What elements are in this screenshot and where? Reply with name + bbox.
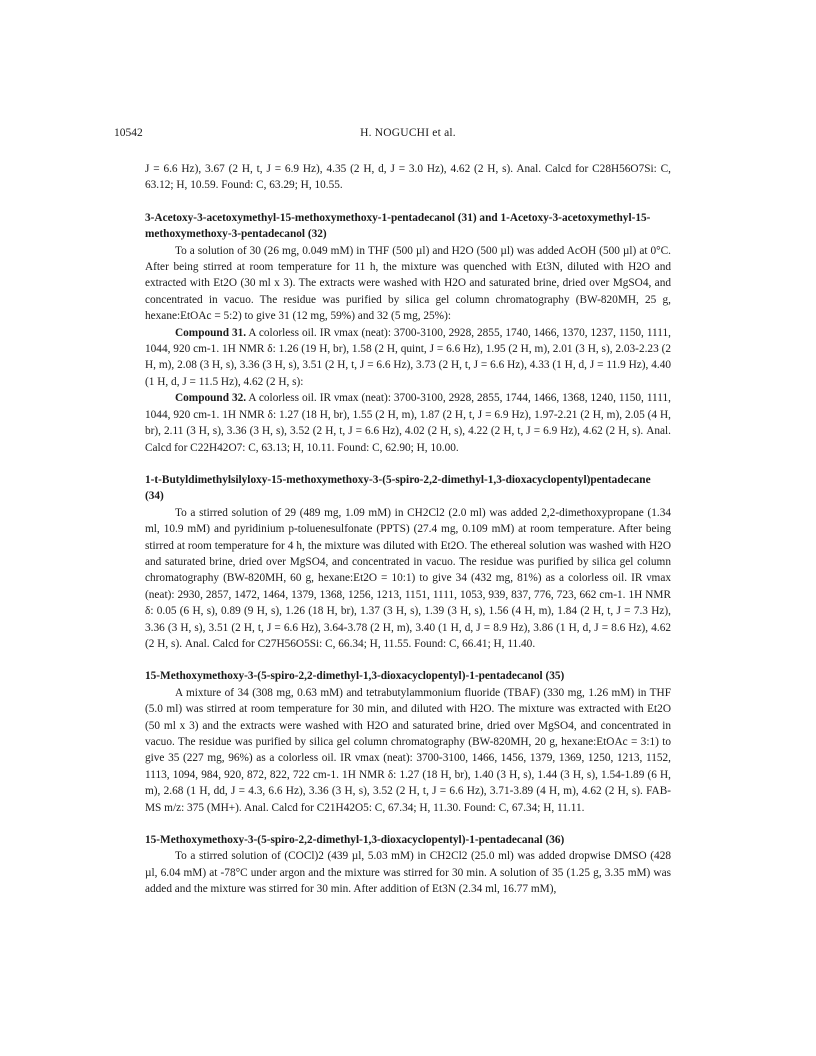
section-compound-35 — [145, 668, 671, 816]
article-body — [145, 161, 671, 898]
running-head: H. NOGUCHI et al. — [360, 127, 456, 139]
paragraph: A mixture of 34 (308 mg, 0.63 mM) and tetrabutylammonium fluoride (TBAF) (330 mg, 1.26 mM) in THF (5.0 ml) was stirred at room temperature for 30 min, and diluted with H2O. The mixture was extracted with Et2O (50 ml x 3) and the extracts were washed with H2O and saturated brine, dried over MgSO4, and concentrated in vacuo. The residue was purified by silica gel column chromatography (BW-820MH, 20 g, hexane:EtOAc = 3:1) to give 35 (227 mg, 96%) as a colorless oil. IR νmax (neat): 3700-3100, 1466, 1456, 1379, 1369, 1250, 1213, 1152, 1113, 1094, 984, 920, 872, 822, 722 cm-1. 1H NMR δ: 1.27 (18 H, br), 1.40 (3 H, s), 1.44 (3 H, s), 1.54-1.89 (6 H, m), 2.68 (1 H, dd, J = 4.3, 6.6 Hz), 3.36 (3 H, s), 3.52 (2 H, t, J = 6.6 Hz), 3.71-3.89 (4 H, m), 4.62 (2 H, s). FAB-MS m/z: 375 (MH+). Anal. Calcd for C21H42O5: C, 67.34; H, 11.30. Found: C, 67.34; H, 11.11. — [145, 686, 671, 814]
section-compound-36 — [145, 832, 671, 898]
compound-text: A colorless oil. IR νmax (neat): 3700-3100, 2928, 2855, 1744, 1466, 1368, 1240, 1150, 1111, 1044, 920 cm-1. 1H NMR δ: 1.27 (18 H, br), 1.55 (2 H, m), 1.87 (2 H, t, J = 6.9 Hz), 1.97-2.21 (2 H, m), 2.05 (4 H, br), 2.11 (3 H, s), 3.36 (3 H, s), 3.52 (2 H, t, J = 6.6 Hz), 4.02 (2 H, s), 4.22 (2 H, t, J = 6.9 Hz), 4.62 (2 H, s). Anal. Calcd for C22H42O7: C, 63.13; H, 10.11. Found: C, 62.90; H, 10.00. — [145, 392, 671, 454]
compound-31-data — [145, 325, 671, 391]
section-heading: 1-t-Butyldimethylsilyloxy-15-methoxymethoxy-3-(5-spiro-2,2-dimethyl-1,3-dioxacyclopentyl)pentadecane (34) — [145, 473, 651, 503]
section-heading: 3-Acetoxy-3-acetoxymethyl-15-methoxymethoxy-1-pentadecanol (31) and 1-Acetoxy-3-acetoxymethyl-15-methoxymethoxy-3-pentadecanol (32) — [145, 211, 651, 241]
section-heading: 15-Methoxymethoxy-3-(5-spiro-2,2-dimethyl-1,3-dioxacyclopentyl)-1-pentadecanol (35) — [145, 670, 565, 683]
compound-label: Compound 32. — [175, 392, 247, 405]
section-compounds-31-32 — [145, 210, 671, 456]
paragraph: To a stirred solution of 29 (489 mg, 1.09 mM) in CH2Cl2 (2.0 ml) was added 2,2-dimethoxypropane (1.34 ml, 10.9 mM) and pyridinium p-toluenesulfonate (PPTS) (27.4 mg, 0.109 mM) at room temperature. After being stirred at room temperature for 4 h, the mixture was diluted with Et2O. The ethereal solution was washed with H2O and saturated brine, dried over MgSO4, and concentrated in vacuo. The residue was purified by silica gel column chromatography (BW-820MH, 60 g, hexane:Et2O = 10:1) to give 34 (432 mg, 81%) as a colorless oil. IR νmax (neat): 2930, 2857, 1472, 1464, 1379, 1368, 1256, 1213, 1151, 1111, 1053, 939, 837, 776, 723, 662 cm-1. 1H NMR δ: 0.05 (6 H, s), 0.89 (9 H, s), 1.26 (18 H, br), 1.37 (3 H, s), 1.39 (3 H, s), 1.56 (4 H, m), 1.84 (2 H, t, J = 7.3 Hz), 3.36 (3 H, s), 3.51 (2 H, t, J = 6.6 Hz), 3.64-3.78 (2 H, m), 3.40 (1 H, d, J = 8.9 Hz), 3.86 (1 H, d, J = 8.6 Hz), 4.62 (2 H, s). Anal. Calcd for C27H56O5Si: C, 66.34; H, 11.55. Found: C, 66.41; H, 11.40. — [145, 506, 671, 650]
compound-label: Compound 31. — [175, 326, 247, 339]
compound-32-data — [145, 390, 671, 456]
page-number: 10542 — [114, 127, 143, 139]
section-heading: 15-Methoxymethoxy-3-(5-spiro-2,2-dimethyl-1,3-dioxacyclopentyl)-1-pentadecanal (36) — [145, 834, 565, 847]
compound-text: A colorless oil. IR νmax (neat): 3700-3100, 2928, 2855, 1740, 1466, 1370, 1237, 1150, 1111, 1044, 920 cm-1. 1H NMR δ: 1.26 (19 H, br), 1.58 (2 H, quint, J = 6.6 Hz), 1.95 (2 H, m), 2.01 (3 H, s), 2.03-2.23 (2 H, m), 2.08 (3 H, s), 3.36 (3 H, s), 3.51 (2 H, t, J = 6.6 Hz), 3.73 (2 H, t, J = 6.6 Hz), 4.33 (1 H, d, J = 11.9 Hz), 4.40 (1 H, d, J = 11.5 Hz), 4.62 (2 H, s): — [145, 326, 671, 388]
paragraph: J = 6.6 Hz), 3.67 (2 H, t, J = 6.9 Hz), 4.35 (2 H, d, J = 3.0 Hz), 4.62 (2 H, s). Anal. Calcd for C28H56O7Si: C, 63.12; H, 10.59. Found: C, 63.29; H, 10.55. — [145, 163, 671, 192]
paragraph: To a solution of 30 (26 mg, 0.049 mM) in THF (500 µl) and H2O (500 µl) was added AcOH (500 µl) at 0°C. After being stirred at room temperature for 11 h, the mixture was quenched with Et3N, diluted with H2O and extracted with Et2O (30 ml x 3). The extracts were washed with H2O and saturated brine, dried over MgSO4, and concentrated in vacuo. The residue was purified by silica gel column chromatography (BW-820MH, 25 g, hexane:EtOAc = 5:2) to give 31 (12 mg, 59%) and 32 (5 mg, 25%): — [145, 244, 671, 323]
section-compound-34 — [145, 472, 671, 652]
paragraph: To a stirred solution of (COCl)2 (439 µl, 5.03 mM) in CH2Cl2 (25.0 ml) was added dropwise DMSO (428 µl, 6.04 mM) at -78°C under argon and the mixture was stirred for 30 min. A solution of 35 (1.25 g, 3.35 mM) was added and the mixture was stirred for 30 min. After addition of Et3N (2.34 ml, 16.77 mM), — [145, 850, 671, 896]
